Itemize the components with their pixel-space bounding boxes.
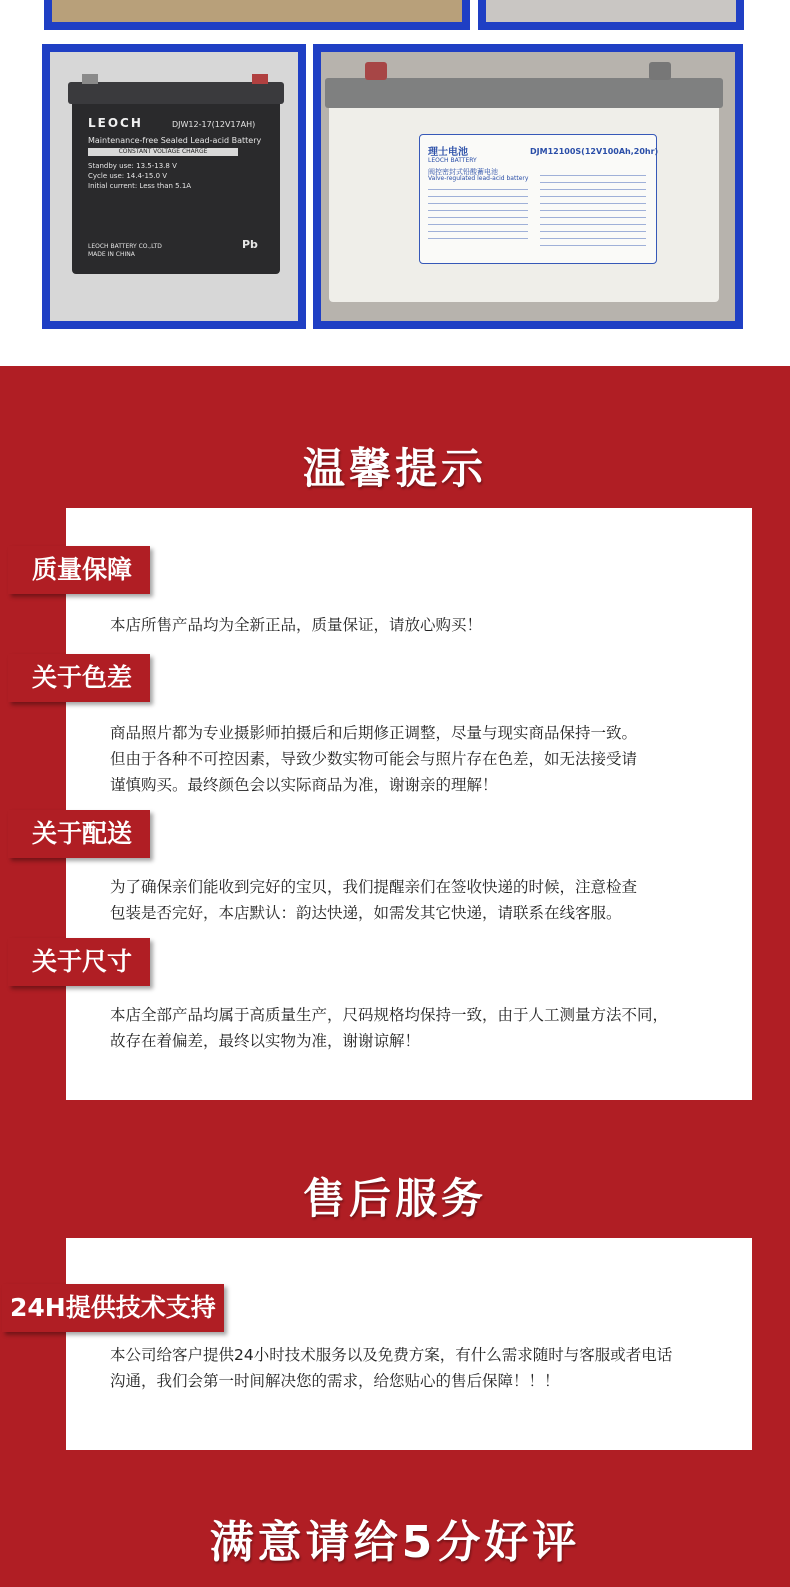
small-battery-image: [72, 92, 280, 274]
product-photo-big-battery: [313, 44, 743, 329]
tag-color-difference: 关于色差: [8, 654, 150, 702]
review-request-title: 满意请给5分好评: [209, 1517, 581, 1568]
text-line: 本店所售产品均为全新正品，质量保证，请放心购买！: [110, 616, 483, 634]
product-photo-top-left: [44, 0, 470, 30]
battery-spec-line: Standby use: 13.5-13.8 V: [88, 162, 177, 170]
tips-title: 温馨提示: [302, 444, 487, 493]
service-panel: [10, 1238, 752, 1450]
battery-charge-band: CONSTANT VOLTAGE CHARGE: [88, 148, 238, 156]
text-line: 故存在着偏差，最终以实物为准，谢谢谅解！: [110, 1032, 421, 1050]
text-line: 商品照片都为专业摄影师拍摄后和后期修正调整，尽量与现实商品保持一致。: [110, 724, 638, 742]
battery-lid: [68, 82, 284, 104]
quality-text: [110, 612, 740, 638]
service-title: 售后服务: [302, 1174, 487, 1223]
size-text: [110, 1002, 740, 1054]
tag-quality: 质量保障: [8, 546, 150, 594]
color-difference-text: [110, 720, 740, 798]
tag-size: 关于尺寸: [8, 938, 150, 986]
service-text: [110, 1342, 750, 1394]
battery-terminal: [252, 74, 268, 84]
text-line: 谨慎购买。最终颜色会以实际商品为准，谢谢亲的理解！: [110, 776, 498, 794]
battery-model: DJW12-17(12V17AH): [172, 120, 256, 129]
tag-delivery: 关于配送: [8, 810, 150, 858]
text-line: 为了确保亲们能收到完好的宝贝，我们提醒亲们在签收快递的时候，注意检查: [110, 878, 638, 896]
text-line: 沟通，我们会第一时间解决您的需求，给您贴心的售后保障！！！: [110, 1372, 560, 1390]
battery-description: 阀控密封式铅酸蓄电池: [428, 168, 498, 176]
battery-brand: 理士电池: [428, 147, 468, 158]
text-line: 但由于各种不可控因素，导致少数实物可能会与照片存在色差，如无法接受请: [110, 750, 638, 768]
battery-terminal: [82, 74, 98, 84]
battery-description: Maintenance-free Sealed Lead-acid Battery: [88, 136, 262, 145]
battery-description-en: Valve-regulated lead-acid battery: [428, 175, 529, 182]
battery-label: [419, 134, 657, 264]
text-line: 本店全部产品均属于高质量生产，尺码规格均保持一致，由于人工测量方法不同，: [110, 1006, 669, 1024]
text-line: 包装是否完好，本店默认：韵达快递，如需发其它快递，请联系在线客服。: [110, 904, 622, 922]
battery-pb-mark: Pb: [242, 238, 258, 251]
battery-spec-line: Cycle use: 14.4-15.0 V: [88, 172, 168, 180]
battery-maker: LEOCH BATTERY CO.,LTD: [88, 243, 162, 250]
delivery-text: [110, 874, 740, 926]
battery-label-text-block: [540, 169, 646, 249]
battery-brand-en: LEOCH BATTERY: [428, 157, 477, 164]
product-photo-top-right: [478, 0, 744, 30]
battery-brand: LEOCH: [88, 116, 143, 130]
battery-model: DJM12100S(12V100Ah,20hr): [530, 147, 659, 156]
product-photo-area: [0, 0, 790, 366]
big-battery-image: [329, 102, 719, 302]
tips-panel: [32, 508, 752, 1100]
battery-terminal: [649, 62, 671, 80]
product-photo-small-battery: [42, 44, 306, 329]
battery-terminal: [365, 62, 387, 80]
text-line: 本公司给客户提供24小时技术服务以及免费方案，有什么需求随时与客服或者电话: [110, 1346, 673, 1364]
battery-lid: [325, 78, 723, 108]
battery-made-in: MADE IN CHINA: [88, 251, 135, 258]
info-section: [0, 366, 790, 1587]
tag-tech-support: 24H提供技术支持: [2, 1284, 224, 1332]
battery-spec-line: Initial current: Less than 5.1A: [88, 182, 192, 190]
battery-label-text-block: [428, 183, 528, 243]
